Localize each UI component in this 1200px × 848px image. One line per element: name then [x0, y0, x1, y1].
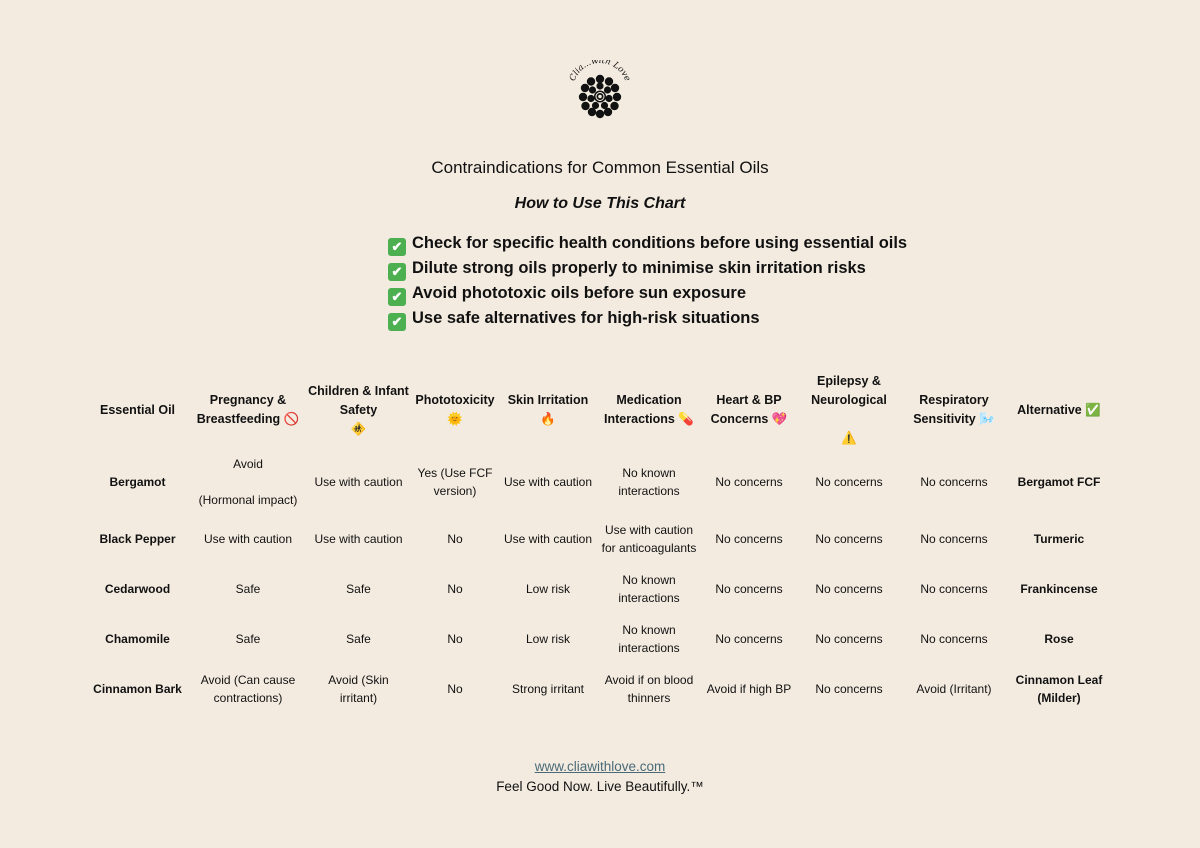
phototoxicity-cell: No: [447, 682, 463, 696]
table-row: [85, 564, 1111, 614]
header-phototoxicity: [411, 370, 499, 450]
fire-icon: 🔥: [540, 412, 556, 426]
respiratory-cell: Avoid (Irritant): [916, 682, 992, 696]
epilepsy-cell: No concerns: [815, 582, 883, 596]
header-label: Medication Interactions: [604, 393, 682, 426]
checklist-item: [388, 281, 907, 306]
table-row: [85, 514, 1111, 564]
header-alternative: [1007, 370, 1111, 450]
respiratory-cell: No concerns: [920, 532, 988, 546]
logo-text: Clia...with Love: [567, 60, 633, 83]
heart-icon: 💖: [771, 412, 788, 426]
skin-cell: Strong irritant: [511, 682, 585, 696]
epilepsy-cell: No concerns: [815, 475, 883, 489]
children-cell: Safe: [346, 582, 371, 596]
header-label: Heart & BP Concerns: [710, 393, 782, 426]
table-row: [85, 664, 1111, 714]
phototoxicity-cell: No: [447, 532, 463, 546]
heart-cell: No concerns: [715, 632, 783, 646]
epilepsy-cell: No concerns: [815, 532, 883, 546]
respiratory-cell: No concerns: [920, 632, 988, 646]
children-cell: Use with caution: [314, 532, 403, 546]
usage-checklist: [388, 231, 907, 331]
tagline: Feel Good Now. Live Beautifully.™: [496, 779, 704, 794]
phototoxicity-cell: Yes (Use FCF version): [417, 466, 493, 498]
page-title: Contraindications for Common Essential Oils: [431, 158, 769, 177]
header-children: [306, 370, 411, 450]
brand-logo: [565, 60, 635, 126]
pregnancy-cell: Safe: [235, 632, 261, 646]
alternative-cell: Rose: [1044, 632, 1074, 646]
pregnancy-value: Avoid (Hormonal impact): [198, 457, 298, 507]
header-respiratory: [901, 370, 1007, 450]
checklist-text: Dilute strong oils properly to minimise skin irritation risks: [412, 259, 866, 277]
phototoxicity-cell: No: [447, 632, 463, 646]
oil-name: Black Pepper: [99, 532, 176, 546]
children-crossing-icon: 🚸: [350, 421, 367, 436]
table-row: [85, 614, 1111, 664]
check-icon: ✔: [388, 238, 406, 256]
pregnancy-cell: [190, 450, 306, 514]
pregnancy-cell: Safe: [235, 582, 261, 596]
alternative-cell: Frankincense: [1020, 582, 1098, 596]
heart-cell: No concerns: [715, 532, 783, 546]
header-skin-irritation: [499, 370, 597, 450]
contraindications-table: [85, 370, 1111, 714]
medication-cell: Avoid if on blood thinners: [604, 673, 694, 705]
oil-name: Bergamot: [109, 475, 166, 489]
chart-subtitle: How to Use This Chart: [514, 195, 686, 212]
website-link[interactable]: www.cliawithlove.com: [534, 759, 666, 774]
skin-cell: Use with caution: [503, 475, 593, 489]
skin-cell: Low risk: [525, 632, 570, 646]
oil-name: Chamomile: [105, 632, 170, 646]
respiratory-cell: No concerns: [920, 582, 988, 596]
phototoxicity-cell: No: [447, 582, 463, 596]
heart-cell: No concerns: [715, 475, 783, 489]
skin-cell: Low risk: [525, 582, 570, 596]
header-label: Skin Irritation: [507, 393, 589, 407]
checklist-item: [388, 256, 907, 281]
checklist-text: Check for specific health conditions before using essential oils: [412, 234, 908, 252]
medication-cell: No known interactions: [618, 466, 680, 498]
prohibited-icon: 🚫: [283, 412, 300, 426]
header-pregnancy: [190, 370, 306, 450]
oil-name: Cinnamon Bark: [93, 682, 182, 696]
wind-icon: 🌬️: [979, 412, 995, 426]
pregnancy-cell: Use with caution: [203, 532, 293, 546]
header-label: Phototoxicity: [415, 393, 495, 407]
skin-cell: Use with caution: [503, 532, 593, 546]
heart-cell: No concerns: [715, 582, 783, 596]
header-label: Respiratory Sensitivity: [913, 393, 989, 426]
epilepsy-cell: No concerns: [815, 682, 883, 696]
children-cell: Safe: [346, 632, 371, 646]
header-heart-bp: [701, 370, 797, 450]
checklist-text: Avoid phototoxic oils before sun exposure: [412, 284, 747, 302]
checklist-item: [388, 231, 907, 256]
header-label: Pregnancy & Breastfeeding: [196, 393, 287, 426]
children-cell: Avoid (Skin irritant): [328, 673, 389, 705]
sun-icon: 🌞: [447, 412, 463, 426]
alternative-cell: Turmeric: [1033, 532, 1085, 546]
oil-name: Cedarwood: [104, 582, 171, 596]
header-epilepsy: [797, 370, 901, 450]
pregnancy-cell: Avoid (Can cause contractions): [200, 673, 296, 705]
header-medication: [597, 370, 701, 450]
pill-icon: 💊: [678, 412, 694, 426]
alternative-cell: Cinnamon Leaf (Milder): [1015, 673, 1103, 705]
heart-cell: Avoid if high BP: [706, 682, 792, 696]
header-label: Epilepsy & Neurological: [811, 374, 887, 407]
medication-cell: No known interactions: [618, 623, 680, 655]
medication-cell: Use with caution for anticoagulants: [601, 523, 697, 555]
children-cell: Use with caution: [314, 475, 403, 489]
header-label: Children & Infant Safety: [308, 383, 409, 417]
respiratory-cell: No concerns: [920, 475, 988, 489]
check-icon: ✔: [388, 263, 406, 281]
table-row: [85, 450, 1111, 514]
check-icon: ✔: [388, 288, 406, 306]
checklist-item: [388, 306, 907, 331]
checklist-text: Use safe alternatives for high-risk situations: [412, 309, 760, 327]
table-header-row: [85, 370, 1111, 450]
header-label: Alternative: [1017, 402, 1082, 417]
alternative-cell: Bergamot FCF: [1017, 475, 1101, 489]
header-label: Essential Oil: [99, 402, 176, 417]
header-essential-oil: [85, 370, 190, 450]
check-icon: ✔: [388, 313, 406, 331]
medication-cell: No known interactions: [618, 573, 680, 605]
warning-icon: ⚠️: [841, 431, 857, 445]
check-icon: ✅: [1085, 402, 1101, 417]
epilepsy-cell: No concerns: [815, 632, 883, 646]
